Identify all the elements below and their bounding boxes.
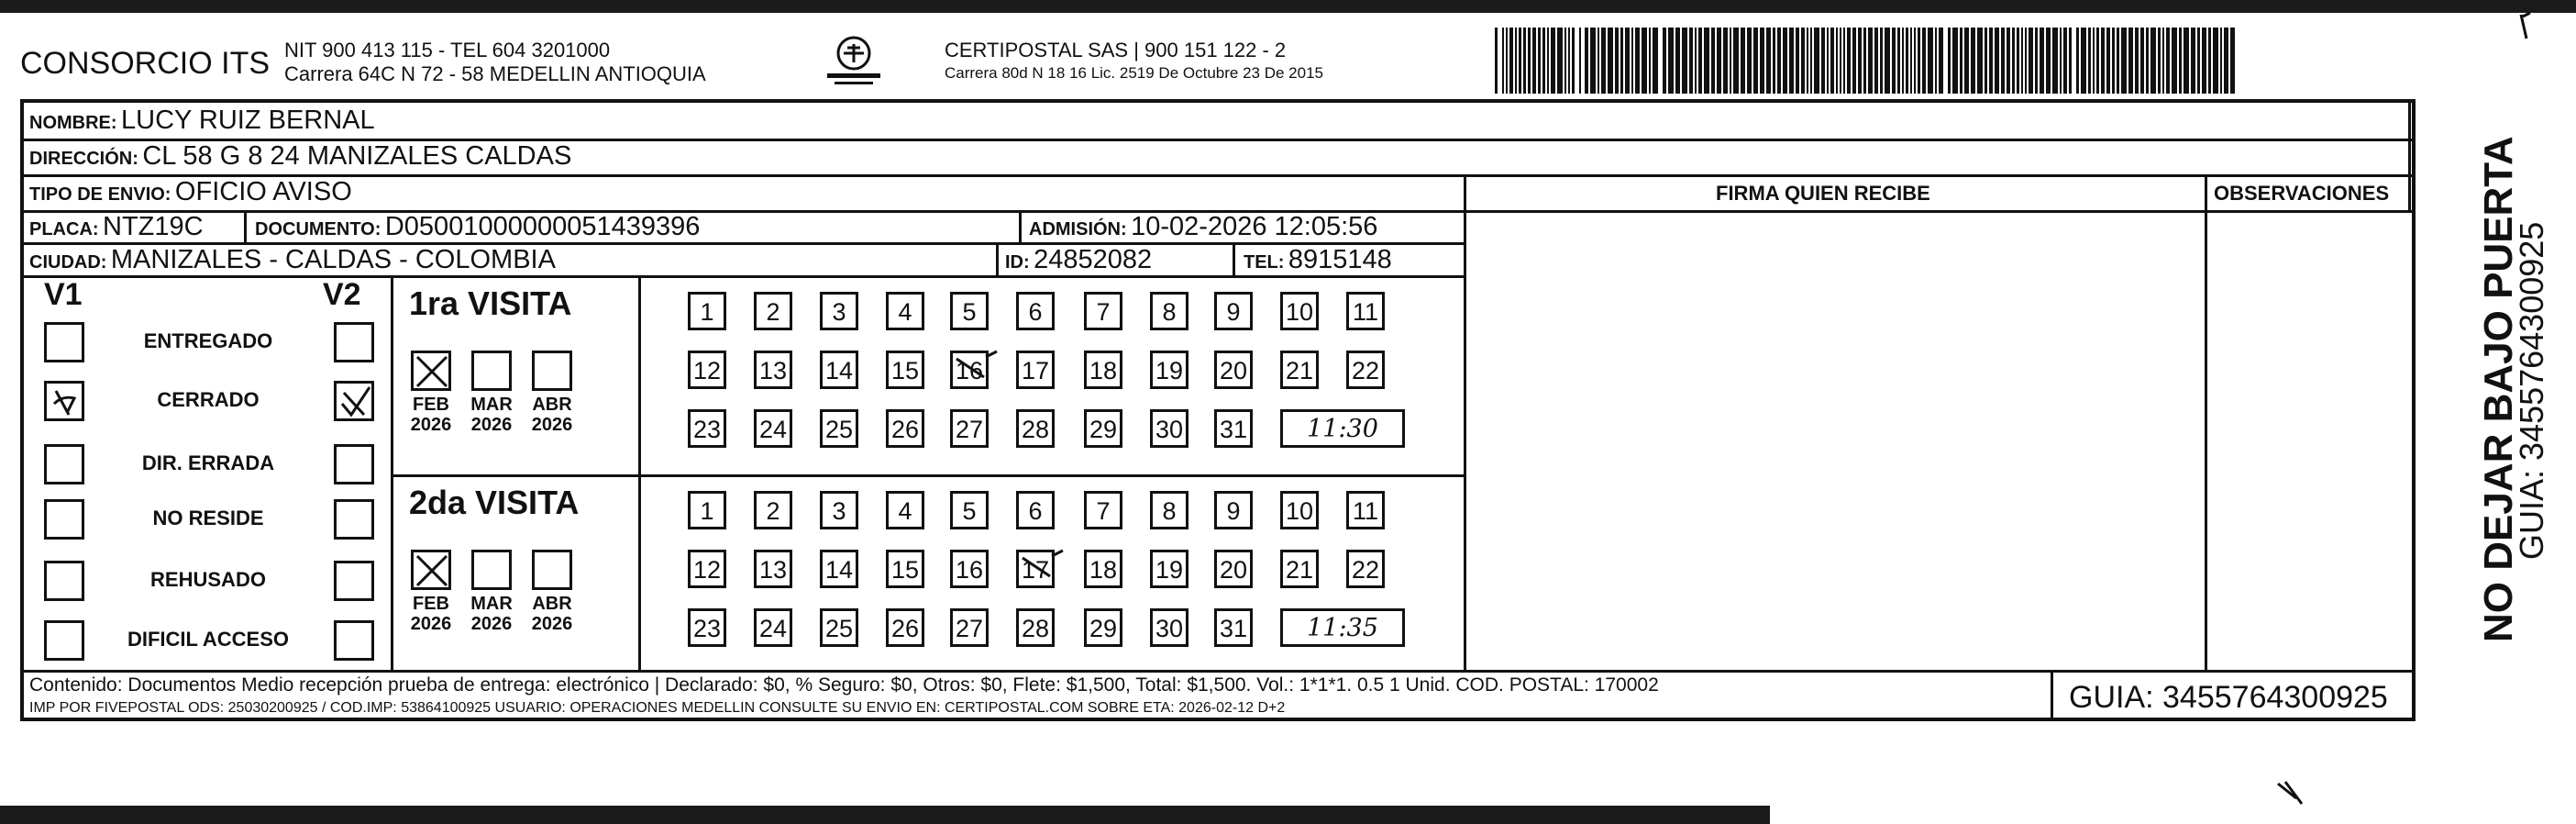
barcode-bar — [2146, 28, 2149, 94]
barcode-bar — [1519, 28, 1521, 94]
direccion-value: CL 58 G 8 24 MANIZALES CALDAS — [142, 141, 572, 171]
barcode-bar — [1551, 28, 1555, 94]
barcode-bar — [1625, 28, 1630, 94]
barcode-bar — [1579, 28, 1581, 94]
barcode-bar — [1874, 28, 1878, 94]
day-box[interactable]: 2 — [754, 491, 792, 529]
barcode-bar — [2035, 28, 2038, 94]
barcode-bar — [1675, 28, 1680, 94]
barcode-bar — [2117, 28, 2119, 94]
day-box[interactable]: 30 — [1150, 608, 1188, 647]
side-guia: GUIA: 3455764300925 — [2513, 221, 2550, 560]
v2-checkbox[interactable] — [334, 499, 374, 540]
barcode-bar — [1741, 28, 1745, 94]
day-mark-icon — [953, 350, 999, 386]
barcode-bar — [1620, 28, 1623, 94]
barcode-bar — [1598, 28, 1599, 94]
handwritten-time: 11:30 — [1280, 409, 1405, 448]
barcode-bar — [1502, 28, 1504, 94]
barcode-bar — [1773, 28, 1775, 94]
month-label — [525, 594, 580, 634]
barcode-bar — [2162, 28, 2164, 94]
barcode-bar — [1766, 28, 1771, 94]
barcode-bar — [1789, 28, 1794, 94]
id-field — [1005, 246, 1152, 278]
day-box[interactable]: 16 — [950, 351, 989, 389]
barcode-bar — [1858, 28, 1862, 94]
barcode-bar — [1995, 28, 1999, 94]
month-checkbox[interactable] — [411, 351, 451, 391]
documento-label: DOCUMENTO: — [255, 219, 381, 239]
day-box[interactable]: 28 — [1016, 608, 1055, 647]
barcode-bar — [1528, 28, 1531, 94]
v1-checkbox[interactable] — [44, 444, 84, 484]
v1-checkbox[interactable] — [44, 322, 84, 362]
month-name: FEB — [413, 594, 449, 614]
tel-value: 8915148 — [1288, 245, 1392, 274]
barcode-bar — [2063, 28, 2067, 94]
tel-label: TEL: — [1244, 252, 1285, 273]
barcode-bar — [1843, 28, 1845, 94]
documento-value: D05001000000051439396 — [384, 212, 701, 241]
barcode-bar — [1564, 28, 1566, 94]
barcode-bar — [2076, 28, 2079, 94]
barcode-bar — [2150, 28, 2156, 94]
barcode-bar — [2128, 28, 2133, 94]
month-checkbox[interactable] — [471, 351, 512, 391]
placa-label: PLACA: — [29, 219, 99, 239]
barcode-bar — [2202, 28, 2206, 94]
tel-field — [1244, 246, 1392, 278]
month-name: MAR — [470, 594, 513, 614]
day-box[interactable]: 24 — [754, 409, 792, 448]
nombre-label: NOMBRE: — [29, 113, 117, 133]
barcode-bar — [1783, 28, 1787, 94]
day-box[interactable]: 26 — [886, 608, 924, 647]
barcode-bar — [2230, 28, 2235, 94]
id-value: 24852082 — [1034, 245, 1153, 274]
day-box[interactable]: 27 — [950, 608, 989, 647]
day-box[interactable]: 23 — [688, 608, 726, 647]
barcode-bar — [1663, 28, 1666, 94]
day-box[interactable]: 13 — [754, 351, 792, 389]
month-name: ABR — [532, 594, 572, 614]
admision-field — [1029, 213, 1377, 245]
barcode-bar — [1840, 28, 1841, 94]
day-box[interactable]: 15 — [886, 351, 924, 389]
barcode-bar — [1777, 28, 1781, 94]
day-box[interactable]: 10 — [1280, 292, 1319, 330]
barcode-bar — [1753, 28, 1758, 94]
barcode-bar — [1723, 28, 1728, 94]
state-label: ENTREGADO — [143, 329, 273, 352]
day-box[interactable]: 23 — [688, 409, 726, 448]
month-label — [464, 395, 519, 435]
barcode-bar — [1590, 28, 1596, 94]
v1-checkbox[interactable] — [44, 381, 84, 421]
x-mark-icon — [414, 552, 450, 589]
day-box[interactable]: 10 — [1280, 491, 1319, 529]
day-box[interactable]: 20 — [1214, 550, 1253, 588]
day-box[interactable]: 16 — [950, 550, 989, 588]
barcode-bar — [1635, 28, 1640, 94]
day-box[interactable]: 26 — [886, 409, 924, 448]
month-label — [404, 594, 459, 634]
day-box[interactable]: 17 — [1016, 351, 1055, 389]
day-box[interactable]: 11 — [1346, 491, 1385, 529]
barcode-bar — [2007, 28, 2010, 94]
v2-checkbox[interactable] — [334, 561, 374, 601]
barcode-bar — [1538, 28, 1541, 94]
barcode-bar — [2213, 28, 2218, 94]
ciudad-label: CIUDAD: — [29, 252, 107, 273]
no-dejar-bajo-puerta-warning: NO DEJAR BAJO PUERTA — [2476, 136, 2521, 642]
day-box[interactable]: 19 — [1150, 550, 1188, 588]
barcode-bar — [2112, 28, 2115, 94]
v1-header: V1 — [44, 277, 83, 312]
company-nit: NIT 900 413 115 - TEL 604 3201000 — [284, 39, 611, 61]
barcode-bar — [1868, 28, 1873, 94]
day-box[interactable]: 8 — [1150, 292, 1188, 330]
barcode-bar — [1568, 28, 1570, 94]
month-label — [404, 395, 459, 435]
day-box[interactable]: 27 — [950, 409, 989, 448]
state-label: NO RESIDE — [152, 507, 264, 529]
documento-field — [255, 213, 700, 245]
barcode-bar — [1814, 28, 1819, 94]
certipostal-logo-icon — [813, 33, 895, 92]
barcode-bar — [2101, 28, 2105, 94]
barcode-bar — [2088, 28, 2091, 94]
day-box[interactable]: 29 — [1084, 608, 1122, 647]
barcode-bar — [1608, 28, 1613, 94]
month-year: 2026 — [410, 415, 452, 435]
barcode-bar — [1914, 28, 1916, 94]
day-box[interactable]: 11 — [1346, 292, 1385, 330]
barcode-bar — [1547, 28, 1549, 94]
barcode-bar — [1631, 28, 1633, 94]
barcode-bar — [1601, 28, 1606, 94]
day-box[interactable]: 28 — [1016, 409, 1055, 448]
v2-checkbox[interactable] — [334, 381, 374, 421]
corner-mark-icon — [2517, 11, 2545, 48]
day-box[interactable]: 18 — [1084, 550, 1122, 588]
barcode-bar — [1585, 28, 1588, 94]
barcode-bar — [1615, 28, 1619, 94]
day-box[interactable]: 14 — [820, 550, 858, 588]
barcode-bar — [1836, 28, 1838, 94]
top-edge-bar — [0, 0, 2576, 13]
ciudad-value: MANIZALES - CALDAS - COLOMBIA — [110, 245, 556, 274]
barcode-bar — [1711, 28, 1715, 94]
barcode-bar — [1964, 28, 1969, 94]
state-label: DIR. ERRADA — [141, 451, 275, 474]
id-label: ID: — [1005, 252, 1030, 273]
day-box[interactable]: 29 — [1084, 409, 1122, 448]
barcode-bar — [1863, 28, 1866, 94]
barcode-bar — [1847, 28, 1851, 94]
nombre-value: LUCY RUIZ BERNAL — [121, 106, 375, 135]
barcode-bar — [1649, 28, 1651, 94]
month-checkbox[interactable] — [532, 351, 572, 391]
barcode-bar — [2184, 28, 2189, 94]
month-checkbox[interactable] — [532, 550, 572, 590]
handwritten-time: 11:35 — [1280, 608, 1405, 647]
barcode-bar — [2197, 28, 2200, 94]
imp-text: IMP POR FIVEPOSTAL ODS: 25030200925 / COD.IMP: 53864100925 USUARIO: OPERACIONES MEDELLIN CONSULTE SU ENVIO EN: CERTIPOSTAL.COM SOBRE ETA: 2026-02-12 D+2 — [29, 700, 1286, 716]
barcode-bar — [1509, 28, 1513, 94]
month-year: 2026 — [470, 415, 513, 435]
day-box[interactable]: 30 — [1150, 409, 1188, 448]
day-box[interactable]: 9 — [1214, 292, 1253, 330]
ciudad-field — [29, 246, 556, 278]
barcode-bar — [2191, 28, 2195, 94]
footer-guia: GUIA: 3455764300925 — [2069, 680, 2388, 715]
state-label: DIFICIL ACCESO — [127, 628, 289, 651]
day-box[interactable]: 19 — [1150, 351, 1188, 389]
barcode-bar — [1830, 28, 1834, 94]
month-year: 2026 — [531, 415, 573, 435]
barcode-bar — [1495, 28, 1498, 94]
day-box[interactable]: 5 — [950, 292, 989, 330]
day-box[interactable]: 3 — [820, 292, 858, 330]
barcode-bar — [2021, 28, 2023, 94]
day-box[interactable]: 25 — [820, 608, 858, 647]
v2-checkbox[interactable] — [334, 444, 374, 484]
barcode-bar — [1880, 28, 1883, 94]
month-checkbox[interactable] — [471, 550, 512, 590]
x-mark-icon — [414, 353, 450, 390]
barcode-bar — [2140, 28, 2144, 94]
day-box[interactable]: 24 — [754, 608, 792, 647]
barcode-bar — [2121, 28, 2127, 94]
month-year: 2026 — [531, 614, 573, 634]
contenido-text: Contenido: Documentos Medio recepción prueba de entrega: electrónico | Declarado: $0, % Seguro: $0, Otros: $0, Flete: $1,500, Total: $1,500. Vol.: 1*1*1. 0.5 1 Unid. COD. POSTAL: 170002 — [29, 674, 1659, 696]
day-box[interactable]: 13 — [754, 550, 792, 588]
v1-checkbox[interactable] — [44, 561, 84, 601]
barcode-bar — [2029, 28, 2033, 94]
day-box[interactable]: 5 — [950, 491, 989, 529]
carrier-license: Carrera 80d N 18 16 Lic. 2519 De Octubre 23 De 2015 — [945, 64, 1323, 82]
nombre-row — [29, 106, 375, 139]
company-name: CONSORCIO ITS — [20, 46, 271, 81]
barcode-bar — [1977, 28, 1983, 94]
tipo-envio-value: OFICIO AVISO — [174, 177, 352, 206]
day-box[interactable]: 2 — [754, 292, 792, 330]
month-year: 2026 — [410, 614, 452, 634]
barcode-bar — [1668, 28, 1674, 94]
barcode-bar — [1642, 28, 1647, 94]
barcode-bar — [1885, 28, 1890, 94]
month-label — [464, 594, 519, 634]
barcode-bar — [1747, 28, 1752, 94]
day-box[interactable]: 25 — [820, 409, 858, 448]
barcode-bar — [2208, 28, 2211, 94]
visit-title: 2da VISITA — [409, 484, 580, 521]
month-label — [525, 395, 580, 435]
day-box[interactable]: 20 — [1214, 351, 1253, 389]
direccion-label: DIRECCIÓN: — [29, 149, 138, 169]
barcode-bar — [1910, 28, 1912, 94]
barcode-bar — [1810, 28, 1812, 94]
day-box[interactable]: 3 — [820, 491, 858, 529]
barcode-bar — [2179, 28, 2182, 94]
barcode-bar — [1897, 28, 1900, 94]
month-name: FEB — [413, 395, 449, 415]
barcode-bar — [2012, 28, 2015, 94]
barcode-bar — [2040, 28, 2044, 94]
barcode — [1495, 28, 2238, 94]
day-box[interactable]: 14 — [820, 351, 858, 389]
barcode-bar — [1952, 28, 1958, 94]
barcode-bar — [2017, 28, 2019, 94]
day-box[interactable]: 4 — [886, 491, 924, 529]
barcode-bar — [1971, 28, 1975, 94]
barcode-bar — [2046, 28, 2051, 94]
day-box[interactable]: 21 — [1280, 351, 1319, 389]
barcode-bar — [1542, 28, 1545, 94]
barcode-bar — [1733, 28, 1739, 94]
day-box[interactable]: 22 — [1346, 351, 1385, 389]
barcode-bar — [1935, 28, 1937, 94]
month-year: 2026 — [470, 614, 513, 634]
day-box[interactable]: 12 — [688, 351, 726, 389]
month-name: MAR — [470, 395, 513, 415]
company-address: Carrera 64C N 72 - 58 MEDELLIN ANTIOQUIA — [284, 62, 706, 85]
barcode-bar — [2001, 28, 2005, 94]
bottom-edge-bar — [0, 806, 1770, 824]
barcode-bar — [1960, 28, 1962, 94]
direccion-row — [29, 142, 571, 174]
day-box[interactable]: 17 — [1016, 550, 1055, 588]
v2-checkbox[interactable] — [334, 322, 374, 362]
v2-checkbox[interactable] — [334, 620, 374, 661]
barcode-bar — [2052, 28, 2058, 94]
placa-value: NTZ19C — [103, 212, 204, 241]
barcode-bar — [1682, 28, 1687, 94]
day-box[interactable]: 1 — [688, 292, 726, 330]
barcode-bar — [1653, 28, 1658, 94]
day-box[interactable]: 18 — [1084, 351, 1122, 389]
observaciones-column-header: OBSERVACIONES — [2214, 182, 2390, 205]
barcode-bar — [1523, 28, 1526, 94]
day-box[interactable]: 9 — [1214, 491, 1253, 529]
barcode-bar — [1928, 28, 1933, 94]
state-label: CERRADO — [157, 388, 260, 411]
barcode-bar — [2060, 28, 2062, 94]
barcode-bar — [2224, 28, 2228, 94]
barcode-bar — [2220, 28, 2222, 94]
barcode-bar — [1948, 28, 1951, 94]
barcode-bar — [2106, 28, 2110, 94]
check-mark-icon — [337, 384, 373, 420]
barcode-bar — [1796, 28, 1799, 94]
barcode-bar — [1760, 28, 1764, 94]
v1-checkbox[interactable] — [44, 499, 84, 540]
barcode-bar — [1801, 28, 1805, 94]
barcode-bar — [2135, 28, 2139, 94]
barcode-bar — [1717, 28, 1721, 94]
barcode-bar — [1515, 28, 1517, 94]
barcode-bar — [2093, 28, 2095, 94]
admision-label: ADMISIÓN: — [1029, 219, 1127, 239]
day-box[interactable]: 6 — [1016, 292, 1055, 330]
visit-title: 1ra VISITA — [409, 284, 572, 322]
barcode-bar — [1985, 28, 1987, 94]
barcode-bar — [1852, 28, 1856, 94]
barcode-bar — [1939, 28, 1943, 94]
barcode-bar — [2069, 28, 2072, 94]
barcode-bar — [1704, 28, 1709, 94]
barcode-bar — [1689, 28, 1693, 94]
barcode-bar — [1698, 28, 1702, 94]
delivery-form — [20, 99, 2416, 721]
day-box[interactable]: 4 — [886, 292, 924, 330]
barcode-bar — [1902, 28, 1904, 94]
barcode-bar — [1827, 28, 1829, 94]
admision-value: 10-02-2026 12:05:56 — [1131, 212, 1378, 241]
barcode-bar — [1557, 28, 1563, 94]
day-box[interactable]: 7 — [1084, 292, 1122, 330]
day-box[interactable]: 12 — [688, 550, 726, 588]
corner-mark-icon — [2274, 780, 2311, 807]
barcode-bar — [1922, 28, 1926, 94]
tipo-envio-row — [29, 178, 352, 210]
barcode-bar — [1821, 28, 1825, 94]
tipo-envio-label: TIPO DE ENVIO: — [29, 184, 171, 205]
barcode-bar — [2081, 28, 2086, 94]
check-mark-icon — [47, 384, 83, 420]
barcode-bar — [1730, 28, 1731, 94]
barcode-bar — [1906, 28, 1908, 94]
firma-column-header: FIRMA QUIEN RECIBE — [1716, 182, 1930, 205]
day-box[interactable]: 8 — [1150, 491, 1188, 529]
barcode-bar — [1892, 28, 1896, 94]
carrier-name: CERTIPOSTAL SAS | 900 151 122 - 2 — [945, 39, 1287, 61]
barcode-bar — [1918, 28, 1920, 94]
day-box[interactable]: 21 — [1280, 550, 1319, 588]
v1-checkbox[interactable] — [44, 620, 84, 661]
barcode-bar — [2166, 28, 2170, 94]
barcode-bar — [1572, 28, 1575, 94]
day-box[interactable]: 31 — [1214, 409, 1253, 448]
barcode-bar — [2096, 28, 2099, 94]
placa-field — [29, 213, 204, 245]
day-box[interactable]: 6 — [1016, 491, 1055, 529]
v2-header: V2 — [323, 277, 361, 312]
barcode-bar — [1989, 28, 1993, 94]
day-mark-icon — [1019, 549, 1065, 585]
day-box[interactable]: 7 — [1084, 491, 1122, 529]
barcode-bar — [2025, 28, 2027, 94]
barcode-bar — [1807, 28, 1808, 94]
barcode-bar — [1532, 28, 1536, 94]
barcode-bar — [1506, 28, 1508, 94]
barcode-bar — [2172, 28, 2177, 94]
day-box[interactable]: 22 — [1346, 550, 1385, 588]
month-name: ABR — [532, 395, 572, 415]
day-box[interactable]: 31 — [1214, 608, 1253, 647]
day-box[interactable]: 1 — [688, 491, 726, 529]
barcode-bar — [1695, 28, 1697, 94]
month-checkbox[interactable] — [411, 550, 451, 590]
state-label: REHUSADO — [150, 568, 266, 591]
barcode-bar — [2158, 28, 2161, 94]
day-box[interactable]: 15 — [886, 550, 924, 588]
